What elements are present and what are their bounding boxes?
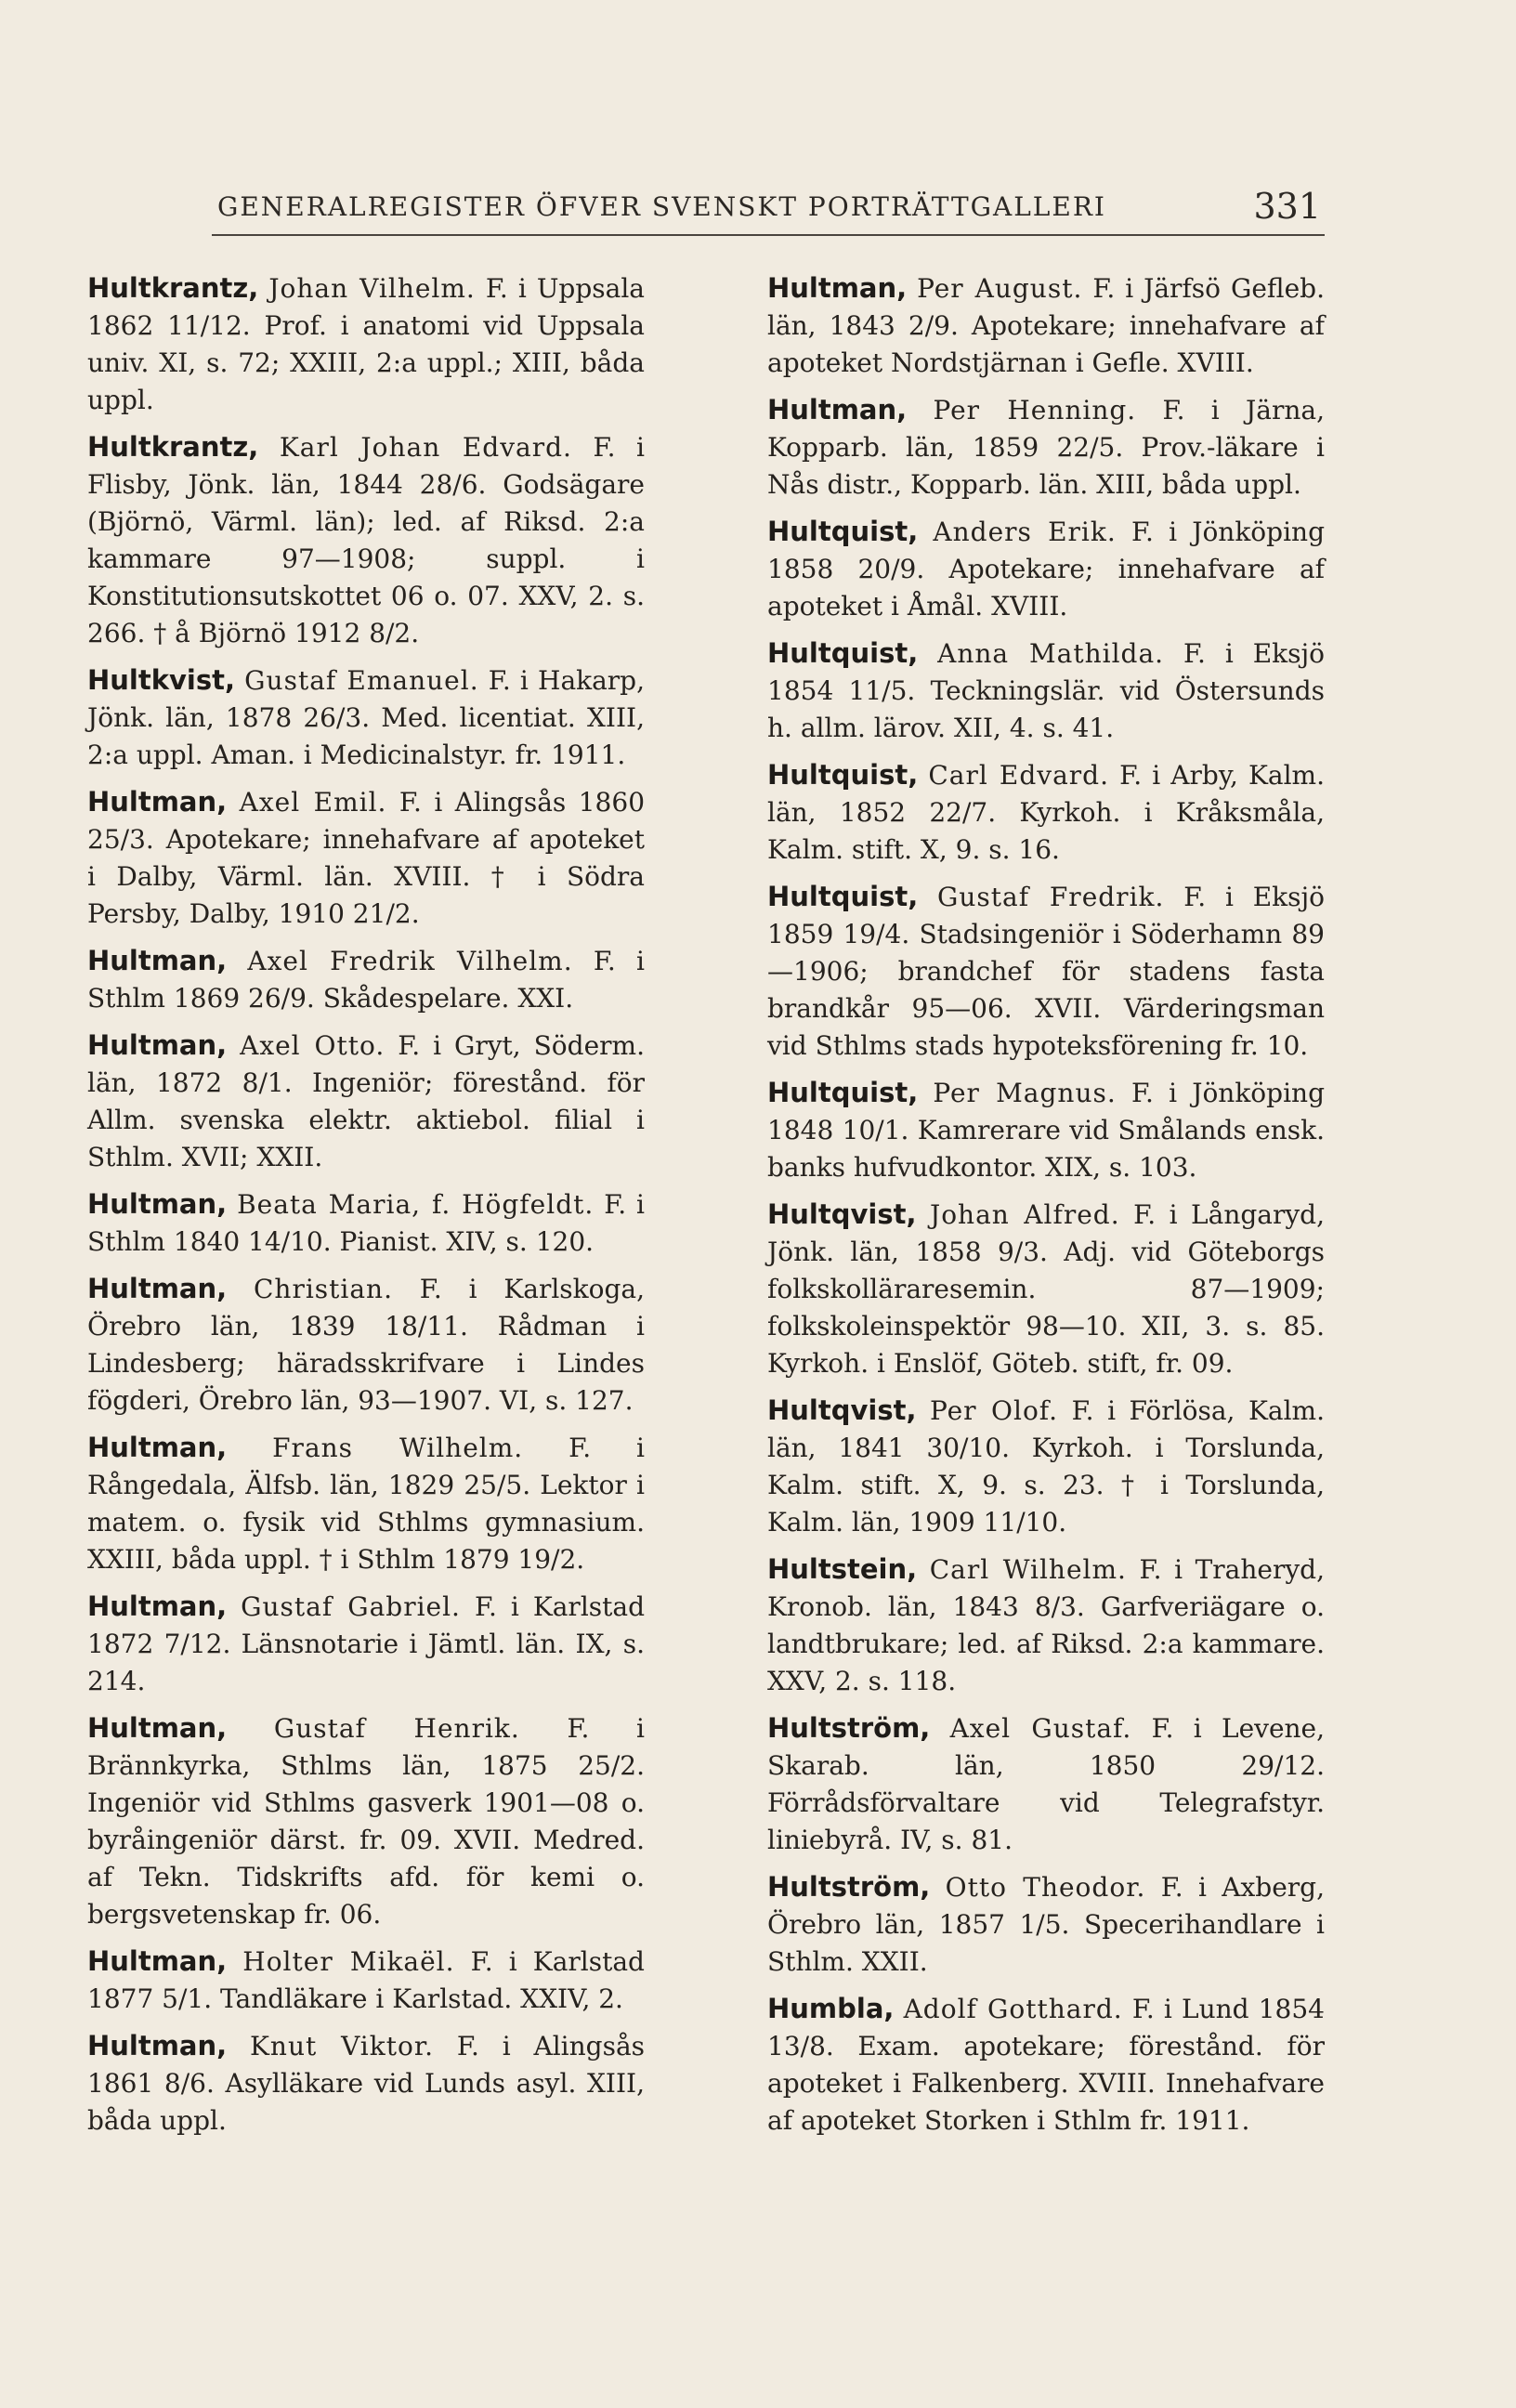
entry-given-names: Adolf Gotthard. (903, 1994, 1123, 2024)
entry-given-names: Axel Emil. (239, 787, 387, 818)
entry-biography: F. i Eksjö 1859 19/4. Stadsingeniör i Söderhamn 89—1906; brandchef för stadens fasta brandkår 95—06. XVII. Värderingsman vid Sthlms stads hypoteksförening fr. 10. (767, 882, 1326, 1061)
entry-biography: F. i Långaryd, Jönk. län, 1858 9/3. Adj. vid Göteborgs folkskolläraresemin. 87—1909; folkskoleinspektör 98—10. XII, 3. s. 85. Kyrkoh. i Enslöf, Göteb. stift, fr. 09. (767, 1199, 1325, 1379)
entry-surname: Hultman, (87, 1712, 228, 1744)
entry-given-names: Axel Gustaf. (949, 1713, 1132, 1744)
register-entry (767, 1990, 1325, 2140)
register-entry (87, 1027, 645, 1176)
entry-biography: F. i Gryt, Söderm. län, 1872 8/1. Ingeniör; förestånd. för Allm. svenska elektr. aktiebol. filial i Sthlm. XVII; XXII. (87, 1030, 645, 1172)
register-entry (87, 1709, 645, 1933)
entry-surname: Hultquist, (767, 516, 919, 547)
register-entry (87, 428, 645, 652)
left-column (87, 269, 645, 2149)
page-header (212, 182, 1325, 236)
entry-given-names: Karl Johan Edvard. (279, 432, 572, 463)
register-entry (87, 1270, 645, 1420)
register-entry (87, 942, 645, 1017)
entry-surname: Hultquist, (767, 881, 919, 912)
entry-surname: Humbla, (767, 1993, 895, 2024)
register-entry (767, 1074, 1325, 1186)
entry-surname: Hultman, (87, 2030, 228, 2061)
entry-surname: Hultman, (87, 1273, 228, 1304)
register-entry (87, 269, 645, 419)
entry-biography: F. i Jönköping 1848 10/1. Kamrerare vid Smålands ensk. banks hufvudkontor. XIX, s. 103. (767, 1078, 1325, 1183)
entry-given-names: Johan Alfred. (929, 1199, 1120, 1230)
entry-biography: F. i Levene, Skarab. län, 1850 29/12. Förrådsförvaltare vid Telegrafstyr. liniebyrå. IV, s. 81. (767, 1713, 1326, 1855)
entry-biography: F. i Jönköping 1858 20/9. Apotekare; innehafvare af apoteket i Åmål. XVIII. (767, 517, 1325, 622)
entry-surname: Hultman, (87, 786, 228, 818)
entry-biography: F. i Förlösa, Kalm. län, 1841 30/10. Kyrkoh. i Torslunda, Kalm. stift. X, 9. s. 23. † i Torslunda, Kalm. län, 1909 11/10. (767, 1395, 1325, 1538)
entry-biography: F. i Arby, Kalm. län, 1852 22/7. Kyrkoh. i Kråksmåla, Kalm. stift. X, 9. s. 16. (767, 760, 1325, 865)
entry-given-names: Gustaf Emanuel. (244, 665, 479, 696)
entry-given-names: Carl Wilhelm. (929, 1554, 1127, 1585)
entry-surname: Hultkvist, (87, 664, 235, 696)
entry-given-names: Otto Theodor. (945, 1872, 1146, 1903)
entry-surname: Hultström, (767, 1712, 931, 1744)
register-entry (87, 661, 645, 774)
register-entry (87, 1943, 645, 2018)
entry-biography: F. i Flisby, Jönk. län, 1844 28/6. Godsägare (Björnö, Värml. län); led. af Riksd. 2:a kammare 97—1908; suppl. i Konstitutionsutskottet 06 o. 07. XXV, 2. s. 266. † å Björnö 1912 8/2. (87, 432, 646, 648)
entry-surname: Hultman, (87, 1945, 228, 1977)
entry-biography: F. i Lund 1854 13/8. Exam. apotekare; förestånd. för apoteket i Falkenberg. XVIII. Innehafvare af apoteket Storken i Sthlm fr. 1911. (767, 1994, 1325, 2136)
entry-given-names: Anders Erik. (933, 517, 1117, 547)
register-entry (767, 635, 1325, 747)
entry-given-names: Per Olof. (929, 1395, 1059, 1426)
entry-given-names: Gustaf Henrik. (273, 1713, 520, 1744)
entry-biography: F. i Alingsås 1860 25/3. Apotekare; innehafvare af apoteket i Dalby, Värml. län. XVIII. † i Södra Persby, Dalby, 1910 21/2. (87, 787, 646, 929)
entry-biography: F. i Uppsala 1862 11/12. Prof. i anatomi vid Uppsala univ. XI, s. 72; XXIII, 2:a uppl.; XIII, båda uppl. (87, 273, 645, 415)
entry-surname: Hultstein, (767, 1553, 918, 1585)
register-entry (767, 1709, 1325, 1859)
register-entry (87, 2027, 645, 2140)
register-entry (767, 1868, 1325, 1981)
register-entry (767, 878, 1325, 1065)
entry-given-names: Johan Vilhelm. (268, 273, 476, 304)
entry-biography: F. i Sthlm 1840 14/10. Pianist. XIV, s. 120. (87, 1189, 646, 1257)
entry-biography: F. i Järna, Kopparb. län, 1859 22/5. Prov.-läkare i Nås distr., Kopparb. län. XIII, båda uppl. (767, 395, 1325, 500)
page-number: 331 (1253, 186, 1321, 227)
entry-surname: Hultkrantz, (87, 272, 259, 304)
entry-given-names: Axel Otto. (240, 1030, 386, 1061)
entry-surname: Hultman, (87, 1029, 228, 1061)
register-entry (767, 1392, 1325, 1541)
entry-surname: Hultman, (87, 1432, 228, 1463)
entry-given-names: Gustaf Fredrik. (937, 882, 1165, 912)
entry-given-names: Per Henning. (933, 395, 1137, 425)
entry-surname: Hultquist, (767, 637, 919, 669)
entry-given-names: Axel Fredrik Vilhelm. (247, 946, 573, 976)
entry-surname: Hultkrantz, (87, 431, 259, 463)
entry-surname: Hultman, (87, 945, 228, 976)
entry-biography: F. i Alingsås 1861 8/6. Asylläkare vid Lunds asyl. XIII, båda uppl. (87, 2031, 646, 2136)
entry-surname: Hultman, (87, 1188, 228, 1220)
entry-biography: F. i Rångedala, Älfsb. län, 1829 25/5. Lektor i matem. o. fysik vid Sthlms gymnasium. XXIII, båda uppl. † i Sthlm 1879 19/2. (87, 1433, 646, 1575)
entry-biography: F. i Axberg, Örebro län, 1857 1/5. Specerihandlare i Sthlm. XXII. (767, 1872, 1326, 1977)
entry-biography: F. i Traheryd, Kronob. län, 1843 8/3. Garfveriägare o. landtbrukare; led. af Riksd. 2:a kammare. XXV, 2. s. 118. (767, 1554, 1325, 1696)
entry-surname: Hultström, (767, 1871, 931, 1903)
entry-surname: Hultqvist, (767, 1394, 917, 1426)
entry-given-names: Beata Maria, f. Högfeldt. (237, 1189, 595, 1220)
entry-biography: F. i Karlstad 1877 5/1. Tandläkare i Karlstad. XXIV, 2. (87, 1946, 645, 2014)
register-entry (87, 1185, 645, 1261)
entry-given-names: Knut Viktor. (250, 2031, 435, 2061)
entry-given-names: Anna Mathilda. (937, 638, 1165, 669)
entry-given-names: Carl Edvard. (928, 760, 1110, 791)
entry-biography: F. i Sthlm 1869 26/9. Skådespelare. XXI. (87, 946, 645, 1014)
register-entry (767, 1551, 1325, 1700)
entry-given-names: Holter Mikaël. (242, 1946, 455, 1977)
entry-given-names: Gustaf Gabriel. (241, 1591, 461, 1622)
register-entry (767, 391, 1325, 504)
register-entry (87, 783, 645, 933)
entry-surname: Hultqvist, (767, 1198, 917, 1230)
entry-given-names: Frans Wilhelm. (272, 1433, 524, 1463)
register-entry (767, 1196, 1325, 1382)
entry-biography: F. i Järfsö Gefleb. län, 1843 2/9. Apotekare; innehafvare af apoteket Nordstjärnan i Gefle. XVIII. (767, 273, 1325, 378)
register-entry (767, 513, 1325, 625)
running-title: GENERALREGISTER ÖFVER SVENSKT PORTRÄTTGALLERI (217, 191, 1106, 222)
entry-biography: F. i Hakarp, Jönk. län, 1878 26/3. Med. licentiat. XIII, 2:a uppl. Aman. i Medicinalstyr. fr. 1911. (87, 665, 645, 770)
entry-biography: F. i Eksjö 1854 11/5. Teckningslär. vid Östersunds h. allm. lärov. XII, 4. s. 41. (767, 638, 1326, 743)
entry-biography: F. i Karlstad 1872 7/12. Länsnotarie i Jämtl. län. IX, s. 214. (87, 1591, 646, 1696)
register-entry (767, 756, 1325, 869)
entry-surname: Hultman, (767, 272, 908, 304)
entry-given-names: Per August. (917, 273, 1083, 304)
register-entry (87, 1588, 645, 1700)
entry-given-names: Per Magnus. (933, 1078, 1117, 1108)
entry-surname: Hultman, (767, 394, 908, 425)
entry-surname: Hultquist, (767, 1077, 919, 1108)
register-entry (767, 269, 1325, 382)
entry-surname: Hultman, (87, 1590, 228, 1622)
entry-biography: F. i Brännkyrka, Sthlms län, 1875 25/2. Ingeniör vid Sthlms gasverk 1901—08 o. byråingeniör därst. fr. 09. XVII. Medred. af Tekn. Tidskrifts afd. för kemi o. bergsvetenskap fr. 06. (87, 1713, 646, 1930)
right-column (767, 269, 1325, 2149)
entry-surname: Hultquist, (767, 759, 919, 791)
entry-biography: F. i Karlskoga, Örebro län, 1839 18/11. Rådman i Lindesberg; häradsskrifvare i Lindes fögderi, Örebro län, 93—1907. VI, s. 127. (87, 1274, 645, 1416)
entry-given-names: Christian. (253, 1274, 393, 1304)
register-entry (87, 1429, 645, 1578)
